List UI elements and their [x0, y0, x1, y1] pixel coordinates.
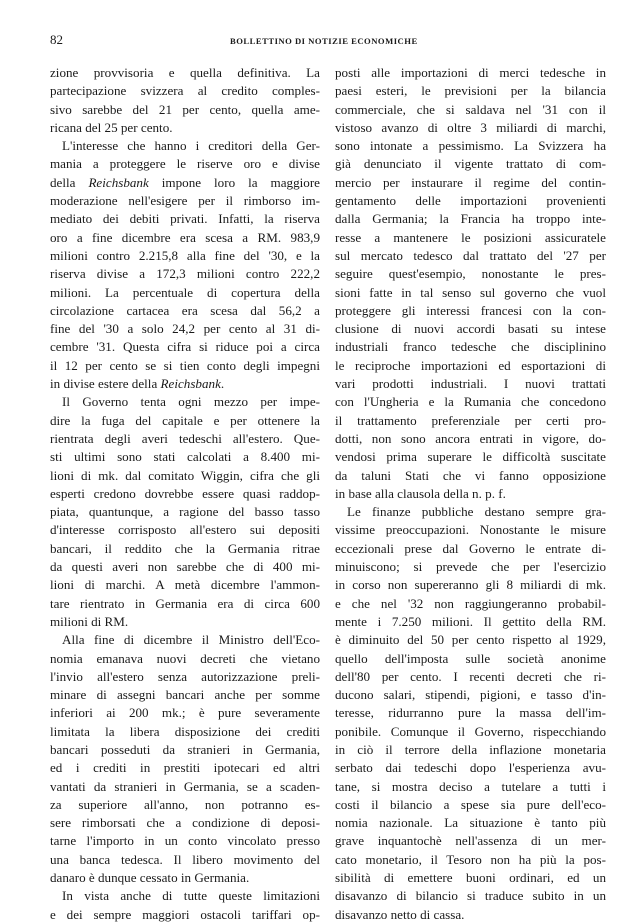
text-line: teresse, ridurranno pure la massa dell'im-	[335, 705, 606, 721]
text-line: una banca tedesca. Il libero movimento del	[50, 851, 320, 867]
text-line: vistoso avanzo di oltre 3 miliardi di marchi,	[335, 119, 606, 135]
text-line: posti alle importazioni di merci tedesche in	[335, 65, 606, 80]
text-line: sul mercato tedesco dal trattato del '27 per	[335, 247, 606, 263]
paragraph	[335, 64, 606, 503]
paragraph	[50, 137, 320, 393]
text-line: già denunciato il vigente trattato di com-	[335, 156, 606, 172]
text-line: nomia emanava nuovi decreti che vietano	[50, 650, 320, 666]
paragraph	[50, 887, 320, 924]
text-line: limitata la libera disposizione dei crediti	[50, 723, 320, 739]
text-line: milioni di RM.	[50, 613, 129, 629]
text-line: sono intonate a pessimismo. La Svizzera ha	[335, 138, 606, 154]
text-line: Alla fine di dicembre il Ministro dell'Eco-	[62, 632, 320, 648]
text-line: e dei sempre maggiori ostacoli tariffari op-	[50, 906, 320, 922]
text-line: bancari, il reddito che la Germania ritrae	[50, 540, 320, 556]
text-line: esperti credono dovrebbe essere quasi raddop-	[50, 485, 320, 501]
text-line: Le finanze pubbliche destano sempre gra-	[347, 504, 606, 520]
text-line: sti ultimi sono stati calcolati a 8.400 mi-	[50, 449, 320, 465]
text-line: resse a mantenere le posizioni assicuratele	[335, 229, 606, 245]
text-line: rientrata degli averi tedeschi all'estero. Que-	[50, 430, 320, 446]
text-line: vendosi prima superare le difficoltà suscitate	[335, 449, 606, 465]
text-line: seguire quest'esempio, nonostante le pres-	[335, 266, 606, 282]
text-line: sivo sarebbe del 21 per cento, quella ame-	[50, 101, 320, 117]
text-line: costi il bilancio a spese sia pure dell'eco-	[335, 796, 606, 812]
text-line: d'interesse corrisposto all'estero sui depositi	[50, 522, 320, 538]
text-line: da taluni Stati che vi fanno opposizione	[335, 467, 606, 483]
text-line: l'invio all'estero senza autorizzazione preli-	[50, 668, 320, 684]
text-line: serbato dai tedeschi dopo l'esperienza avu-	[335, 760, 606, 776]
text-line: mente i 7.250 milioni. Il gettito della RM.	[335, 613, 606, 629]
text-line: tarne l'importo in un conto vincolato presso	[50, 833, 320, 849]
text-line: sere rimborsati che a condizione di deposi-	[50, 815, 320, 831]
text-line: bancari posseduti da stranieri in Germania,	[50, 741, 320, 757]
text-line: lioni di marchi. A metà dicembre l'ammon-	[50, 577, 320, 593]
text-line: vari prodotti industriali. I nuovi trattati	[335, 376, 606, 392]
text-line: dalla Germania; la Francia ha troppo inte-	[335, 211, 606, 227]
text-line: minuiscono; si prevede che per l'esercizio	[335, 559, 606, 575]
text-line: è diminuito del 50 per cento rispetto al 1929,	[335, 632, 606, 648]
text-line: in corso non supereranno gli 8 miliardi di mk.	[335, 577, 606, 593]
paragraph	[50, 393, 320, 631]
text-line: milioni. La percentuale di copertura della	[50, 284, 320, 300]
text-line: lioni di mk. dal comitato Wiggin, cifra che gli	[50, 467, 320, 483]
text-line: cembre '31. Questa cifra si riduce poi a circa	[50, 339, 320, 355]
text-line: ducono salari, stipendi, pigioni, e tasso d'in-	[335, 687, 606, 703]
paragraph	[335, 503, 606, 924]
running-title: BOLLETTINO DI NOTIZIE ECONOMICHE	[230, 36, 418, 46]
text-line: ricana del 25 per cento.	[50, 119, 173, 135]
text-line: mediato dei debiti privati. Infatti, la riserva	[50, 211, 320, 227]
text-line: danaro è dunque cessato in Germania.	[50, 870, 250, 886]
text-line: commerciale, che si saldava nel '31 con il	[335, 101, 606, 117]
text-line: della Reichsbank impone loro la maggiore	[50, 174, 320, 190]
text-line: mania a proteggere le riserve oro e divise	[50, 156, 320, 172]
text-line: e che nel '32 non raggiungeranno probabil-	[335, 595, 606, 611]
page-number: 82	[50, 32, 63, 47]
text-line: riserva divise a 172,3 milioni contro 222,2	[50, 266, 320, 282]
text-line: milioni contro 2.215,8 alla fine del '30, e la	[50, 247, 320, 263]
text-line: inferiori ai 200 mk.; è pure severamente	[50, 705, 320, 721]
text-line: Il Governo tenta ogni mezzo per impe-	[62, 394, 320, 410]
text-line: quello dell'imposta sulle società anonime	[335, 650, 606, 666]
text-line: nomia nazionale. La situazione è tanto più	[335, 815, 606, 831]
text-line: in ciò il terrore della inflazione monetaria	[335, 741, 606, 757]
text-line: sioni fatte in tal senso sul governo che vuol	[335, 284, 606, 300]
text-line: za superiore all'anno, non potranno es-	[50, 796, 320, 812]
text-line: le reciproche importazioni ed esportazioni di	[335, 357, 606, 373]
text-line: eccezionali prese dal Governo le entrate di-	[335, 540, 606, 556]
text-line: tare rientrato in Germania era di circa 600	[50, 595, 320, 611]
text-line: proteggere gli interessi francesi con la con-	[335, 302, 606, 318]
text-line: in base alla clausola della n. p. f.	[335, 485, 506, 501]
text-line: con l'Ungheria e la Rumania che concedono	[335, 394, 606, 410]
text-line: disavanzo di bilancio si traduce subito in un	[335, 888, 606, 904]
text-line: gentamento delle importazioni provenienti	[335, 193, 606, 209]
text-line: minare di assegni bancari anche per somme	[50, 687, 320, 703]
text-line: sibilità di emettere buoni ordinari, ed un	[335, 870, 606, 886]
text-line: dire la fuga del capitale e per ottenere la	[50, 412, 320, 428]
text-line: In vista anche di tutte queste limitazioni	[62, 888, 320, 904]
text-line: il trattamento preferenziale per certi pro-	[335, 412, 606, 428]
text-line: moderazione nell'esigere per il rimborso im-	[50, 193, 320, 209]
text-line: oro a fine dicembre era scesa a RM. 983,9	[50, 229, 320, 245]
text-line: vissime preoccupazioni. Nonostante le misure	[335, 522, 606, 538]
text-line: grave inquantochè nell'assenza di un mer-	[335, 833, 606, 849]
text-line: il 12 per cento se si tien conto degli impegni	[50, 357, 320, 373]
text-line: industriali franco tedesche che disciplinino	[335, 339, 606, 355]
text-line: partecipazione svizzera al credito comples-	[50, 83, 320, 99]
text-line: dell'80 per cento. I recenti decreti che ri-	[335, 668, 606, 684]
text-line: clusione di nuovi accordi basati su intese	[335, 321, 606, 337]
text-line: vantati da stranieri in Germania, se a scaden-	[50, 778, 320, 794]
text-line: disavanzo netto di cassa.	[335, 906, 465, 922]
text-line: tane, si mostra deciso a tutelare a tutti i	[335, 778, 606, 794]
paragraph	[50, 631, 320, 887]
text-line: mercio per instaurare il regime del contin-	[335, 174, 606, 190]
text-line: cato monetario, il Tesoro non ha più la pos-	[335, 851, 606, 867]
text-line: ponibile. Comunque il Governo, rispecchiando	[335, 723, 606, 739]
text-line: ed i crediti in prestiti ipotecari ed altri	[50, 760, 320, 776]
text-line: zione provvisoria e quella definitiva. La	[50, 65, 320, 80]
page-header	[50, 33, 606, 47]
text-line: dotti, non sono ancora entrati in vigore, do-	[335, 430, 606, 446]
text-line: fine del '30 a solo 24,2 per cento al 31 di-	[50, 321, 320, 337]
left-column	[50, 64, 320, 924]
right-column	[335, 64, 606, 924]
text-line: piata, quantunque, a ragione del basso tasso	[50, 504, 320, 520]
text-line: in divise estere della Reichsbank.	[50, 376, 225, 392]
text-line: L'interesse che hanno i creditori della Ger-	[62, 138, 320, 154]
paragraph	[50, 64, 320, 137]
text-line: da questi averi non sarebbe che di 400 mi-	[50, 559, 320, 575]
text-line: paesi esteri, le previsioni per la bilancia	[335, 83, 606, 99]
text-line: circolazione cartacea era scesa dal 56,2 a	[50, 302, 320, 318]
